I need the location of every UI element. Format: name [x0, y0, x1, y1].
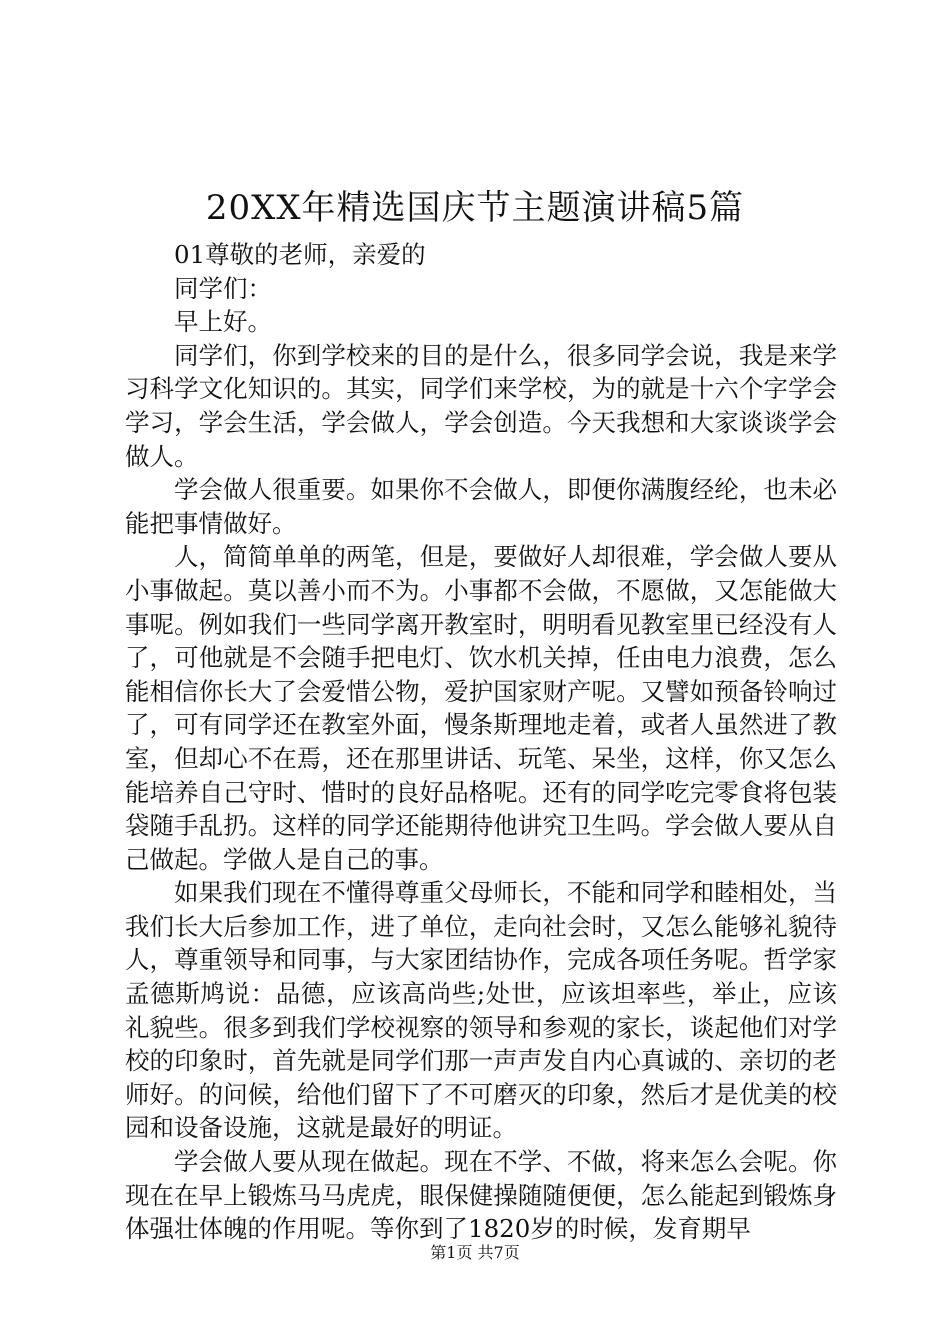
paragraph-body: 学会做人很重要。如果你不会做人，即便你满腹经纶，也未必能把事情做好。	[125, 475, 837, 538]
paragraph-greeting: 早上好。	[174, 307, 272, 337]
document-body	[125, 238, 837, 1246]
paragraph-salutation: 01尊敬的老师，亲爱的	[174, 240, 426, 269]
page-footer: 第1页 共7页	[430, 1243, 520, 1262]
paragraph-body: 同学们，你到学校来的目的是什么，很多同学会说，我是来学习科学文化知识的。其实，同学们来学校，为的就是十六个字学会学习，学会生活，学会做人，学会创造。今天我想和大家谈谈学会做人。	[125, 340, 837, 471]
document-title: 20XX年精选国庆节主题演讲稿5篇	[205, 188, 745, 228]
paragraph-body: 如果我们现在不懂得尊重父母师长，不能和同学和睦相处，当我们长大后参加工作，进了单位，走向社会时，又怎么能够礼貌待人，尊重领导和同事，与大家团结协作，完成各项任务呢。哲学家孟德斯鸠说：品德，应该高尚些;处世，应该坦率些，举止，应该礼貌些。很多到我们学校视察的领导和参观的家长，谈起他们对学校的印象时，首先就是同学们那一声声发自内心真诚的、亲切的老师好。的问候，给他们留下了不可磨灭的印象，然后才是优美的校园和设备设施，这就是最好的明证。	[125, 878, 837, 1143]
paragraph-body: 人，简简单单的两笔，但是，要做好人却很难，学会做人要从小事做起。莫以善小而不为。小事都不会做，不愿做，又怎能做大事呢。例如我们一些同学离开教室时，明明看见教室里已经没有人了，可他就是不会随手把电灯、饮水机关掉，任由电力浪费，怎么能相信你长大了会爱惜公物，爱护国家财产呢。又譬如预备铃响过了，可有同学还在教室外面，慢条斯理地走着，或者人虽然进了教室，但却心不在焉，还在那里讲话、玩笔、呆坐，这样，你又怎么能培养自己守时、惜时的良好品格呢。还有的同学吃完零食将包装袋随手乱扔。这样的同学还能期待他讲究卫生吗。学会做人要从自己做起。学做人是自己的事。	[125, 542, 837, 874]
paragraph-addressee: 同学们：	[174, 273, 272, 303]
paragraph-body: 学会做人要从现在做起。现在不学、不做，将来怎么会呢。你现在在早上锻炼马马虎虎，眼保健操随随便便，怎么能起到锻炼身体强壮体魄的作用呢。等你到了1820岁的时候，发育期早	[125, 1147, 837, 1244]
